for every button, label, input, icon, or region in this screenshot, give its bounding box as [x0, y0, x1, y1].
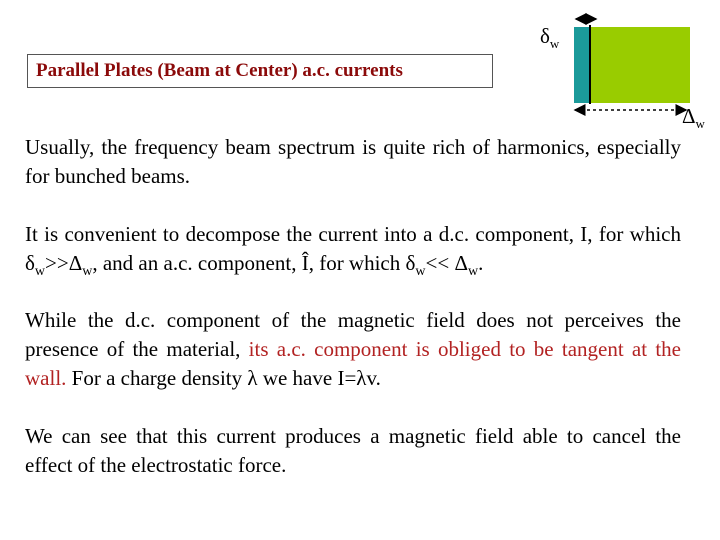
skin-depth-layer [574, 27, 590, 103]
big-delta-w-label: $\Delta_w$ [682, 104, 705, 132]
wall-thickness-block [590, 27, 690, 103]
highlight-tangent-text: its a.c. component is obliged to be tangent at the wall. [25, 337, 681, 390]
delta-w-label: $\delta_w$ [540, 24, 560, 52]
paragraph-magnetic-field: While the d.c. component of the magnetic field does not perceives the presence of the material, its a.c. component is obliged to be tangent at the wall. For a charge density λ we have I=λv. [25, 308, 681, 390]
paragraph-decompose: It is convenient to decompose the current into a d.c. component, I, for which $\delta_w>>\Delta_w$, and an a.c. component, Î, for which $\delta_w<< \Delta_w$. [25, 222, 681, 280]
paragraph-cancel: We can see that this current produces a magnetic field able to cancel the effect of the electrostatic force. [25, 424, 681, 477]
slide-title: Parallel Plates (Beam at Center) a.c. currents [27, 54, 493, 88]
paragraph-harmonics: Usually, the frequency beam spectrum is quite rich of harmonics, especially for bunched beams. [25, 135, 681, 188]
